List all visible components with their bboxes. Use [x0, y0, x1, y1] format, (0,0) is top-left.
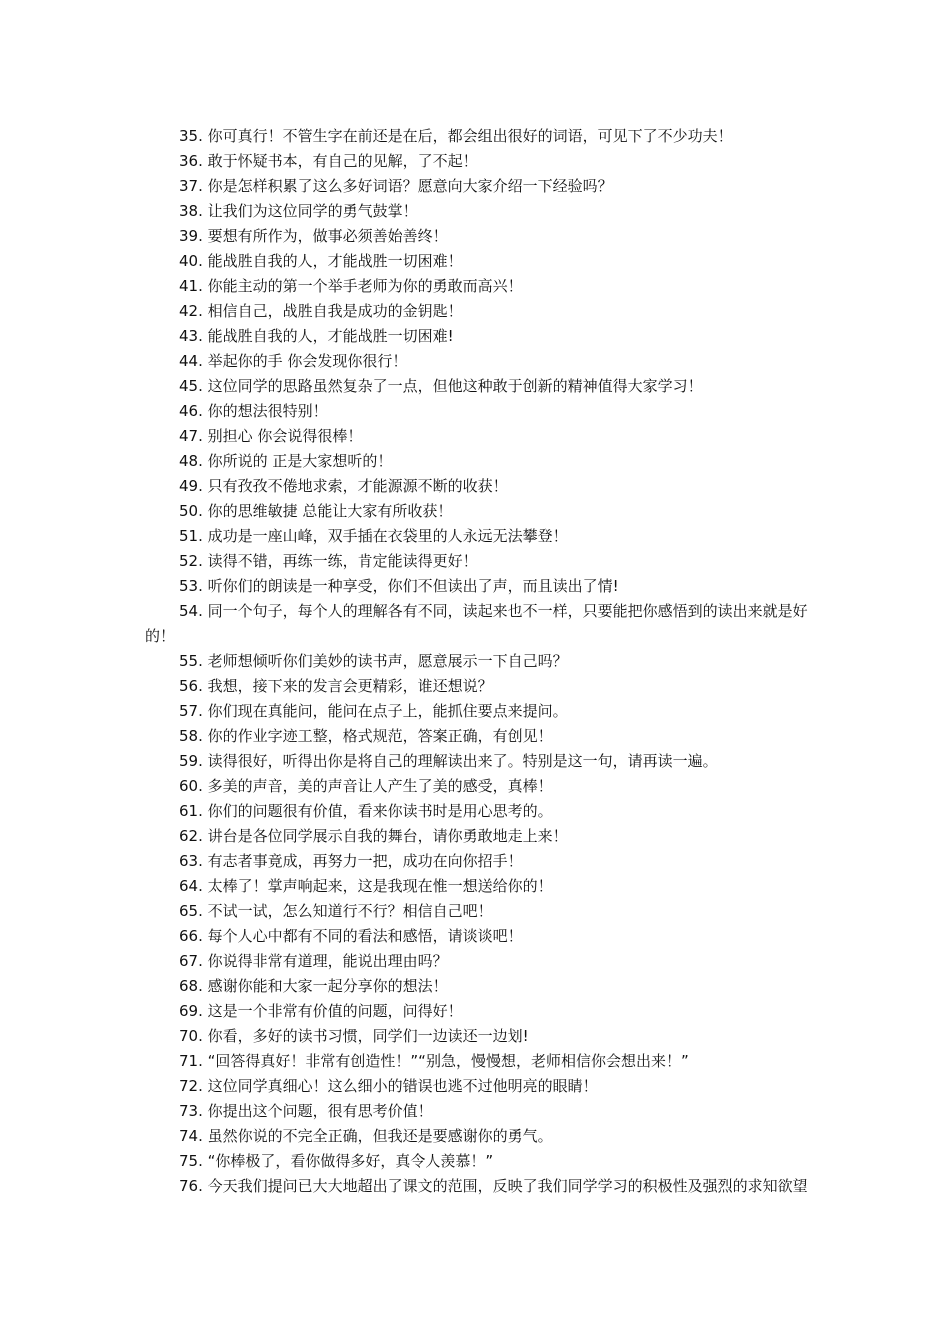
list-item: [145, 1074, 817, 1099]
list-item: [145, 899, 817, 924]
item-text: 只有孜孜不倦地求索，才能源源不断的收获！: [207, 477, 508, 495]
item-text: 老师想倾听你们美妙的读书声，愿意展示一下自己吗？: [207, 652, 568, 670]
item-text: 你可真行！不管生字在前还是在后，都会组出很好的词语，可见下了不少功夫！: [207, 127, 733, 145]
list-item: [145, 1124, 817, 1149]
list-item: [145, 399, 817, 424]
item-text: 听你们的朗读是一种享受，你们不但读出了声，而且读出了情!: [207, 577, 619, 595]
list-item: [145, 449, 817, 474]
item-text: 你看，多好的读书习惯，同学们一边读还一边划!: [207, 1027, 529, 1045]
item-text: 能战胜自我的人，才能战胜一切困难!: [207, 327, 454, 345]
list-item: [145, 374, 817, 399]
item-text: 讲台是各位同学展示自我的舞台，请你勇敢地走上来！: [207, 827, 568, 845]
item-text: 虽然你说的不完全正确，但我还是要感谢你的勇气。: [207, 1127, 553, 1145]
item-number: 49.: [179, 477, 203, 495]
list-item: [145, 499, 817, 524]
item-number: 64.: [179, 877, 203, 895]
list-item: [145, 1099, 817, 1124]
item-text: 你的作业字迹工整，格式规范，答案正确，有创见！: [207, 727, 553, 745]
item-text: 你们的问题很有价值，看来你读书时是用心思考的。: [207, 802, 553, 820]
item-number: 74.: [179, 1127, 203, 1145]
item-number: 68.: [179, 977, 203, 995]
item-number: 72.: [179, 1077, 203, 1095]
list-item: [145, 724, 817, 749]
list-item: [145, 199, 817, 224]
item-number: 39.: [179, 227, 203, 245]
item-number: 41.: [179, 277, 203, 295]
item-text: 敢于怀疑书本，有自己的见解，了不起！: [207, 152, 478, 170]
item-text: “你棒极了，看你做得多好，真令人羡慕！”: [207, 1152, 494, 1170]
list-item: [145, 174, 817, 199]
list-item: [145, 324, 817, 349]
item-number: 42.: [179, 302, 203, 320]
item-text: 你的思维敏捷 总能让大家有所收获！: [207, 502, 453, 520]
item-number: 76.: [179, 1177, 203, 1195]
list-item: [145, 649, 817, 674]
item-text: 成功是一座山峰，双手插在衣袋里的人永远无法攀登！: [207, 527, 568, 545]
item-number: 73.: [179, 1102, 203, 1120]
item-number: 58.: [179, 727, 203, 745]
item-number: 71.: [179, 1052, 203, 1070]
item-number: 40.: [179, 252, 203, 270]
item-number: 66.: [179, 927, 203, 945]
item-number: 44.: [179, 352, 203, 370]
item-text: “回答得真好！非常有创造性！”“别急，慢慢想，老师相信你会想出来！”: [207, 1052, 689, 1070]
item-text: 这位同学真细心！这么细小的错误也逃不过他明亮的眼睛！: [207, 1077, 598, 1095]
item-number: 69.: [179, 1002, 203, 1020]
list-item: [145, 774, 817, 799]
list-item: [145, 874, 817, 899]
item-text: 要想有所作为，做事必须善始善终！: [207, 227, 448, 245]
item-number: 60.: [179, 777, 203, 795]
list-item: [145, 999, 817, 1024]
item-number: 47.: [179, 427, 203, 445]
list-item: [145, 524, 817, 549]
item-text: 每个人心中都有不同的看法和感悟，请谈谈吧！: [207, 927, 523, 945]
item-number: 75.: [179, 1152, 203, 1170]
item-text: 读得不错，再练一练，肯定能读得更好！: [207, 552, 478, 570]
item-text: 我想，接下来的发言会更精彩，谁还想说？: [207, 677, 493, 695]
list-item: [145, 849, 817, 874]
item-number: 50.: [179, 502, 203, 520]
item-text: 不试一试，怎么知道行不行？相信自己吧！: [207, 902, 493, 920]
list-item: [145, 574, 817, 599]
list-item: [145, 1049, 817, 1074]
list-item: [145, 349, 817, 374]
list-item: [145, 799, 817, 824]
list-item: [145, 124, 817, 149]
item-text: 同一个句子，每个人的理解各有不同，读起来也不一样，只要能把你感悟到的读出来就是好的！: [145, 602, 808, 645]
item-number: 65.: [179, 902, 203, 920]
item-number: 70.: [179, 1027, 203, 1045]
item-number: 36.: [179, 152, 203, 170]
item-text: 你们现在真能问，能问在点子上，能抓住要点来提问。: [207, 702, 568, 720]
list-item: [145, 974, 817, 999]
item-number: 61.: [179, 802, 203, 820]
item-number: 56.: [179, 677, 203, 695]
list-item: [145, 599, 817, 649]
item-text: 读得很好，听得出你是将自己的理解读出来了。特别是这一句，请再读一遍。: [207, 752, 718, 770]
item-text: 你能主动的第一个举手老师为你的勇敢而高兴！: [207, 277, 523, 295]
list-item: [145, 699, 817, 724]
list-item: [145, 749, 817, 774]
item-number: 37.: [179, 177, 203, 195]
list-item: [145, 1149, 817, 1174]
list-item: [145, 1174, 817, 1199]
item-text: 有志者事竟成，再努力一把，成功在向你招手！: [207, 852, 523, 870]
list-item: [145, 924, 817, 949]
item-number: 46.: [179, 402, 203, 420]
item-number: 35.: [179, 127, 203, 145]
list-item: [145, 274, 817, 299]
list-item: [145, 249, 817, 274]
list-item: [145, 949, 817, 974]
item-number: 63.: [179, 852, 203, 870]
list-item: [145, 224, 817, 249]
item-text: 你提出这个问题，很有思考价值！: [207, 1102, 433, 1120]
item-number: 51.: [179, 527, 203, 545]
item-number: 59.: [179, 752, 203, 770]
item-text: 你说得非常有道理，能说出理由吗？: [207, 952, 448, 970]
item-number: 57.: [179, 702, 203, 720]
item-text: 你的想法很特别！: [207, 402, 328, 420]
list-item: [145, 824, 817, 849]
item-text: 相信自己，战胜自我是成功的金钥匙！: [207, 302, 463, 320]
item-text: 你所说的 正是大家想听的！: [207, 452, 393, 470]
item-number: 45.: [179, 377, 203, 395]
list-item: [145, 474, 817, 499]
item-number: 38.: [179, 202, 203, 220]
item-number: 48.: [179, 452, 203, 470]
item-number: 53.: [179, 577, 203, 595]
item-text: 太棒了！掌声响起来，这是我现在惟一想送给你的！: [207, 877, 553, 895]
list-item: [145, 424, 817, 449]
phrase-list: [145, 124, 817, 1199]
list-item: [145, 299, 817, 324]
list-item: [145, 149, 817, 174]
item-number: 52.: [179, 552, 203, 570]
item-text: 让我们为这位同学的勇气鼓掌！: [207, 202, 418, 220]
item-text: 举起你的手 你会发现你很行！: [207, 352, 408, 370]
item-text: 多美的声音，美的声音让人产生了美的感受，真棒！: [207, 777, 553, 795]
list-item: [145, 549, 817, 574]
list-item: [145, 1024, 817, 1049]
item-number: 54.: [179, 602, 203, 620]
item-number: 55.: [179, 652, 203, 670]
item-number: 67.: [179, 952, 203, 970]
item-text: 今天我们提问已大大地超出了课文的范围，反映了我们同学学习的积极性及强烈的求知欲望: [207, 1177, 808, 1195]
item-number: 62.: [179, 827, 203, 845]
item-number: 43.: [179, 327, 203, 345]
item-text: 这是一个非常有价值的问题，问得好！: [207, 1002, 463, 1020]
item-text: 能战胜自我的人，才能战胜一切困难！: [207, 252, 463, 270]
item-text: 你是怎样积累了这么多好词语？愿意向大家介绍一下经验吗？: [207, 177, 613, 195]
item-text: 别担心 你会说得很棒！: [207, 427, 363, 445]
list-item: [145, 674, 817, 699]
item-text: 这位同学的思路虽然复杂了一点，但他这种敢于创新的精神值得大家学习！: [207, 377, 703, 395]
item-text: 感谢你能和大家一起分享你的想法！: [207, 977, 448, 995]
